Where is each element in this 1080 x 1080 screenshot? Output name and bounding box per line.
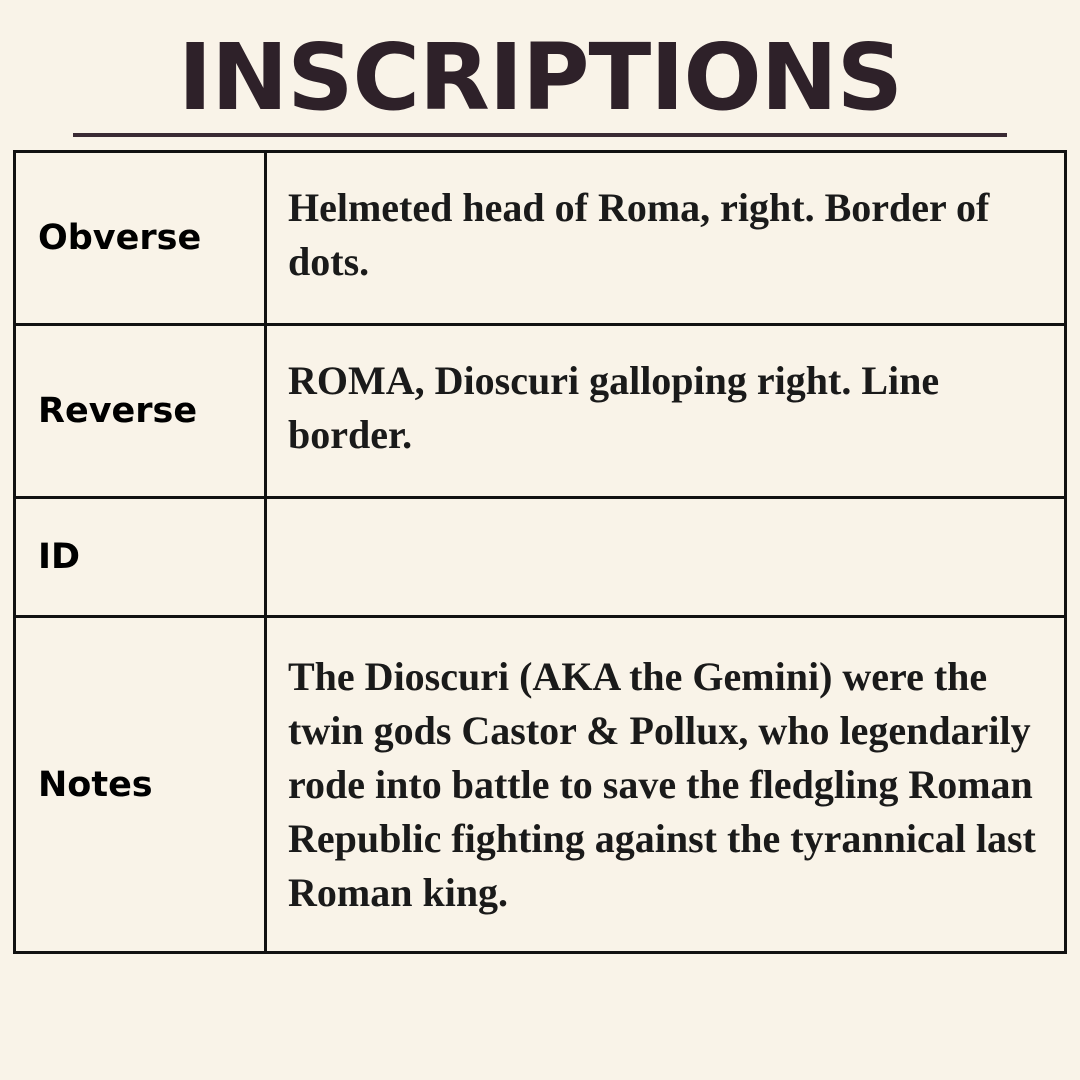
- row-value-id: [266, 498, 1066, 617]
- row-label-notes: Notes: [15, 617, 266, 953]
- row-label-id: ID: [15, 498, 266, 617]
- table-row-obverse: [15, 152, 1066, 325]
- row-label-obverse: Obverse: [15, 152, 266, 325]
- table-row-reverse: [15, 325, 1066, 498]
- table-row-id: [15, 498, 1066, 617]
- title-underline: [73, 133, 1007, 137]
- row-value-reverse: ROMA, Dioscuri galloping right. Line border.: [266, 325, 1066, 498]
- inscriptions-table: [13, 150, 1067, 954]
- page-title: INSCRIPTIONS: [178, 24, 902, 131]
- row-label-reverse: Reverse: [15, 325, 266, 498]
- row-value-obverse: Helmeted head of Roma, right. Border of dots.: [266, 152, 1066, 325]
- row-value-notes: The Dioscuri (AKA the Gemini) were the twin gods Castor & Pollux, who legendarily rode into battle to save the fledgling Roman Republic fighting against the tyrannical last Roman king.: [266, 617, 1066, 953]
- table-row-notes: [15, 617, 1066, 953]
